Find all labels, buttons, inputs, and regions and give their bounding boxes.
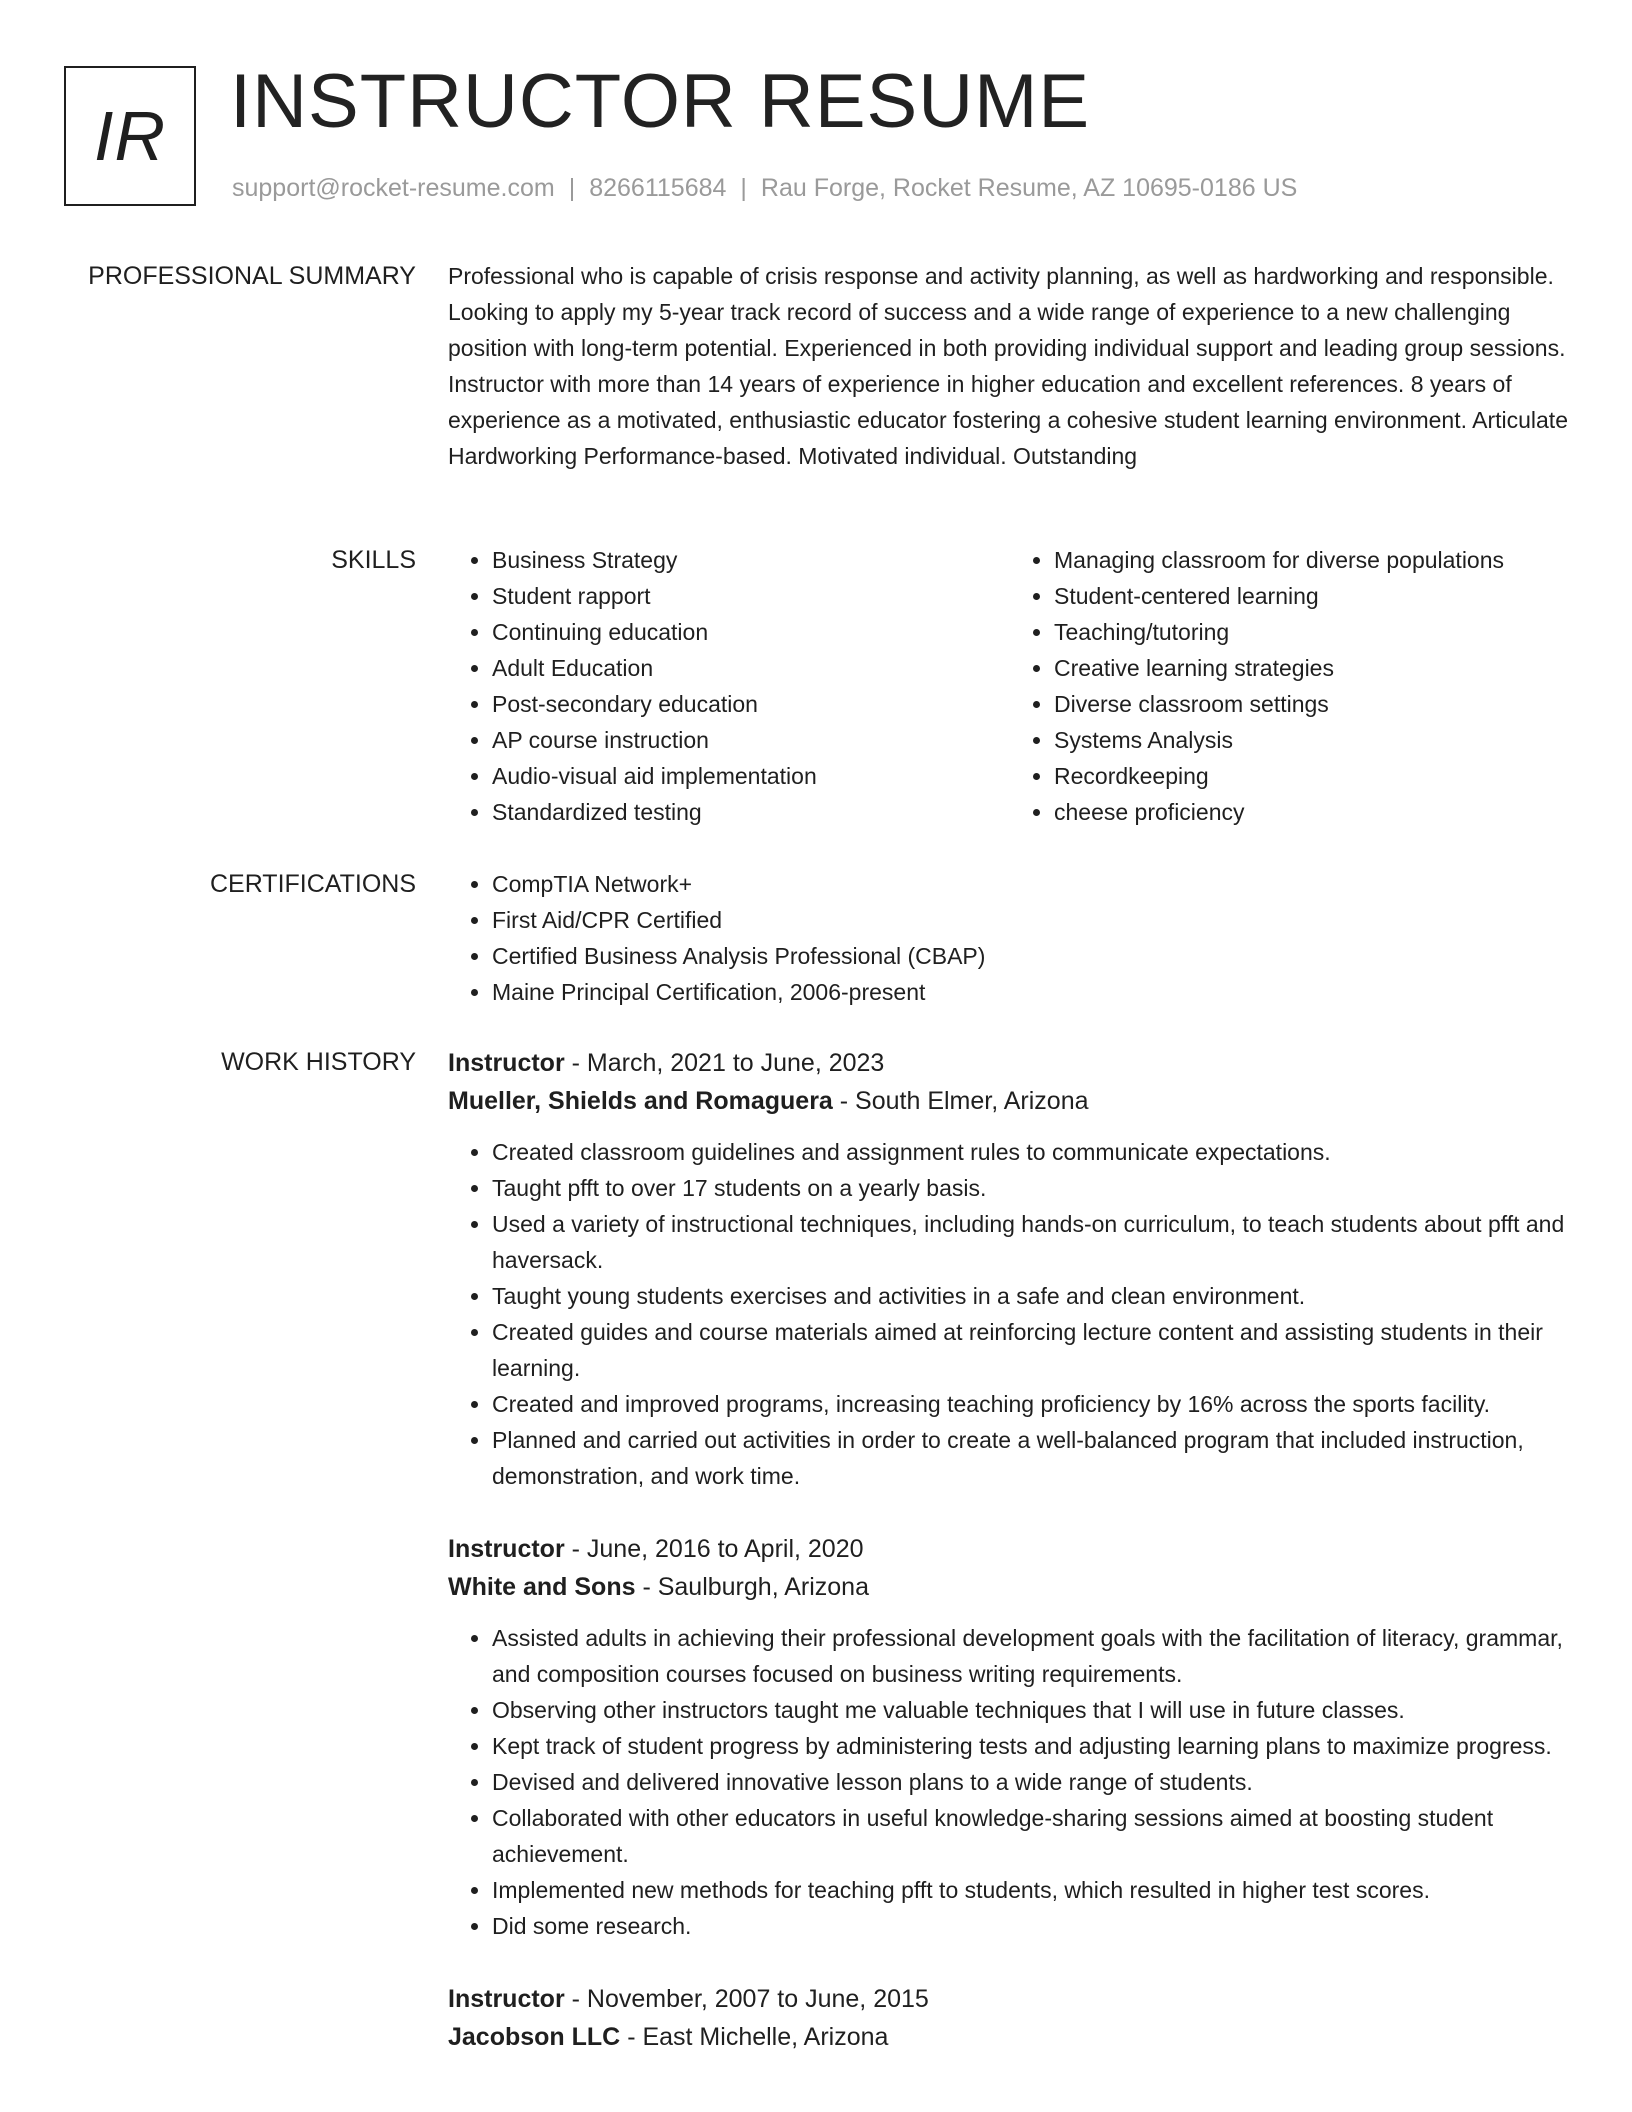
certifications-list <box>448 866 1572 1010</box>
resume-title: INSTRUCTOR RESUME <box>230 59 1091 144</box>
job-duties-list <box>448 1620 1572 1944</box>
job-dates: - November, 2007 to June, 2015 <box>564 1985 929 2013</box>
summary-text: Professional who is capable of crisis response and activity planning, as well as hardworking and responsible. Looking to apply my 5-year track record of success and a wide range of experience to a new challenging position with long-term potential. Experienced in both providing individual support and leading group sessions. Instructor with more than 14 years of experience in higher education and excellent references. 8 years of experience as a motivated, enthusiastic educator fostering a cohesive student learning environment. Articulate Hardworking Performance-based. Motivated individual. Outstanding <box>448 263 1568 469</box>
contact-separator: | <box>740 174 747 202</box>
skills-list-left <box>448 542 1010 830</box>
certification-item: • First Aid/CPR Certified <box>492 902 1572 938</box>
skill-item: • Managing classroom for diverse populations <box>1054 542 1572 578</box>
job-title: Instructor <box>448 1049 565 1077</box>
job-title: Instructor <box>448 1535 565 1563</box>
job-duty: • Planned and carried out activities in order to create a well-balanced program that included instruction, demonstration, and work time. <box>492 1422 1572 1494</box>
job-title-line <box>448 1044 1572 1082</box>
job-entry <box>448 1530 1572 1944</box>
certifications-heading: CERTIFICATIONS <box>209 870 416 898</box>
job-duty: • Kept track of student progress by administering tests and adjusting learning plans to maximize progress. <box>492 1728 1572 1764</box>
work-history-heading: WORK HISTORY <box>221 1048 416 1076</box>
job-location: - Saulburgh, Arizona <box>635 1573 869 1601</box>
job-duty: • Created and improved programs, increasing teaching proficiency by 16% across the sports facility. <box>492 1386 1572 1422</box>
job-location: - South Elmer, Arizona <box>832 1087 1089 1115</box>
job-duty: • Created classroom guidelines and assignment rules to communicate expectations. <box>492 1134 1572 1170</box>
job-company: Mueller, Shields and Romaguera <box>448 1087 833 1115</box>
contact-line <box>232 174 1297 203</box>
job-duty: • Created guides and course materials aimed at reinforcing lecture content and assisting students in their learning. <box>492 1314 1572 1386</box>
job-title-line <box>448 1530 1572 1568</box>
job-title-line <box>448 1980 1572 2018</box>
skills-heading: SKILLS <box>331 546 416 574</box>
skill-item: • Student rapport <box>492 578 1010 614</box>
job-duty: • Used a variety of instructional techniques, including hands-on curriculum, to teach students about pfft and haversack. <box>492 1206 1572 1278</box>
job-duty: • Collaborated with other educators in useful knowledge-sharing sessions aimed at boosting student achievement. <box>492 1800 1572 1872</box>
job-location: - East Michelle, Arizona <box>620 2023 889 2051</box>
job-duty: • Did some research. <box>492 1908 1572 1944</box>
certification-item: • CompTIA Network+ <box>492 866 1572 902</box>
job-duty: • Devised and delivered innovative lesson plans to a wide range of students. <box>492 1764 1572 1800</box>
job-title: Instructor <box>448 1985 565 2013</box>
skill-item: • Systems Analysis <box>1054 722 1572 758</box>
job-company-line <box>448 2018 1572 2056</box>
job-duty: • Taught young students exercises and activities in a safe and clean environment. <box>492 1278 1572 1314</box>
skill-item: • AP course instruction <box>492 722 1010 758</box>
job-dates: - June, 2016 to April, 2020 <box>564 1535 864 1563</box>
summary-heading: PROFESSIONAL SUMMARY <box>88 262 416 290</box>
skill-item: • Business Strategy <box>492 542 1010 578</box>
contact-email: support@rocket-resume.com <box>232 174 555 202</box>
job-company-line <box>448 1568 1572 1606</box>
certification-item: • Certified Business Analysis Professional (CBAP) <box>492 938 1572 974</box>
skill-item: • Recordkeeping <box>1054 758 1572 794</box>
skill-item: • Teaching/tutoring <box>1054 614 1572 650</box>
skills-list-right <box>1010 542 1572 830</box>
job-company-line <box>448 1082 1572 1120</box>
job-company: Jacobson LLC <box>448 2023 621 2051</box>
job-dates: - March, 2021 to June, 2023 <box>564 1049 885 1077</box>
job-duty: • Implemented new methods for teaching pfft to students, which resulted in higher test scores. <box>492 1872 1572 1908</box>
skill-item: • Audio-visual aid implementation <box>492 758 1010 794</box>
certification-item: • Maine Principal Certification, 2006-present <box>492 974 1572 1010</box>
job-duty: • Assisted adults in achieving their professional development goals with the facilitation of literacy, grammar, and composition courses focused on business writing requirements. <box>492 1620 1572 1692</box>
skill-item: • Post-secondary education <box>492 686 1010 722</box>
skill-item: • Student-centered learning <box>1054 578 1572 614</box>
contact-address: Rau Forge, Rocket Resume, AZ 10695-0186 US <box>760 174 1298 202</box>
job-entry <box>448 1044 1572 1494</box>
skill-item: • Continuing education <box>492 614 1010 650</box>
contact-phone: 8266115684 <box>589 174 727 202</box>
monogram-logo: IR <box>64 66 196 206</box>
job-duties-list <box>448 1134 1572 1494</box>
skill-item: • Creative learning strategies <box>1054 650 1572 686</box>
job-duty: • Taught pfft to over 17 students on a yearly basis. <box>492 1170 1572 1206</box>
job-company: White and Sons <box>448 1573 636 1601</box>
job-entry <box>448 1980 1572 2056</box>
contact-separator: | <box>568 174 576 202</box>
skill-item: • Adult Education <box>492 650 1010 686</box>
job-duty: • Observing other instructors taught me valuable techniques that I will use in future classes. <box>492 1692 1572 1728</box>
skill-item: • Diverse classroom settings <box>1054 686 1572 722</box>
skill-item: • Standardized testing <box>492 794 1010 830</box>
skill-item: • cheese proficiency <box>1054 794 1572 830</box>
